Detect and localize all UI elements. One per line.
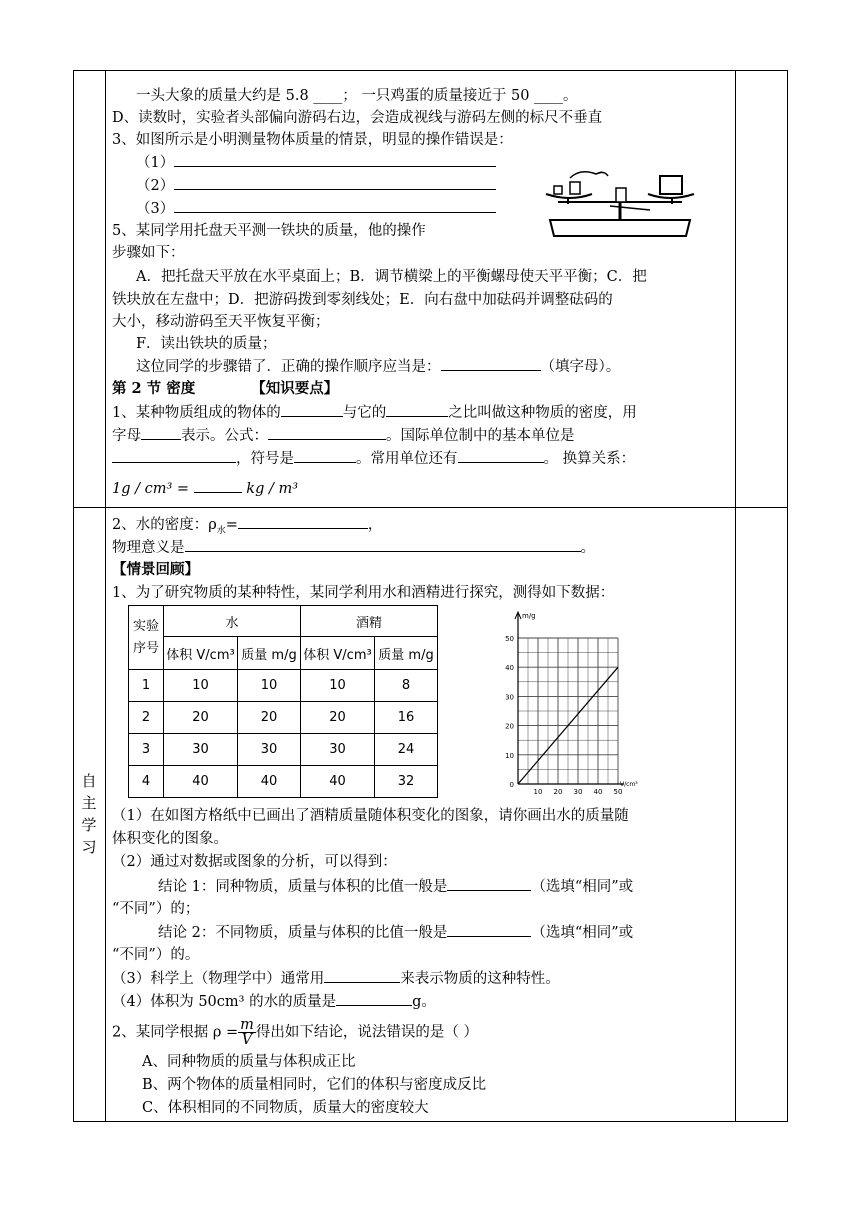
cell: 3 <box>129 734 164 766</box>
option-c: C、体积相同的不同物质，质量大的密度较大 <box>142 1100 429 1116</box>
text-line: “不同”）的。 <box>112 947 200 963</box>
x-axis-label: V/cm³ <box>620 781 638 788</box>
text-line: F．读出铁块的质量； <box>136 336 277 352</box>
text-line: 2、水的密度：$\rho_水=$ ， <box>112 514 382 541</box>
answer-line-order: 这位同学的步骤错了．正确的操作顺序应当是： （填字母）。 <box>136 356 620 377</box>
cell: 40 <box>164 766 238 798</box>
y-tick-label: 30 <box>505 693 514 702</box>
y-axis-label: m/g <box>522 612 536 620</box>
cell: 32 <box>375 766 438 798</box>
answer-line-2: （2） <box>136 175 496 196</box>
cell: 30 <box>238 734 301 766</box>
option-b: B、两个物体的质量相同时，它们的体积与密度成反比 <box>142 1077 487 1093</box>
header-index: 实验序号 <box>129 606 164 670</box>
knowledge-points: 【知识要点】 <box>251 380 339 397</box>
y-tick-label: 0 <box>509 781 514 789</box>
y-tick-label: 40 <box>505 664 514 673</box>
formula-question: 2、某同学根据 ρ = $\frac{m}{V}$ 得出如下结论，说法错误的是（ ） <box>112 1017 478 1048</box>
table-border-right <box>787 70 788 1122</box>
density-fraction: $\frac{m}{V}$ <box>240 1017 254 1048</box>
table-border-left <box>73 70 74 1122</box>
data-table <box>128 605 438 798</box>
table-border-top <box>73 70 788 71</box>
option-a: A、同种物质的质量与体积成正比 <box>142 1054 356 1070</box>
side-char: 自 <box>81 772 97 790</box>
text-line: 步骤如下： <box>112 245 185 261</box>
y-tick-label: 20 <box>505 722 514 731</box>
header-volume: 体积 V/cm³ <box>301 637 375 670</box>
side-char: 学 <box>81 816 97 834</box>
table-row <box>129 702 438 734</box>
x-tick-label: 10 <box>533 788 543 796</box>
side-char: 习 <box>81 838 97 856</box>
cell: 20 <box>238 702 301 734</box>
table-border-col3 <box>735 70 736 1122</box>
header-volume: 体积 V/cm³ <box>164 637 238 670</box>
text-line: 结论 1：同种物质，质量与体积的比值一般是 （选填“相同”或 <box>158 876 633 897</box>
review-heading: 【情景回顾】 <box>112 561 199 578</box>
cell: 2 <box>129 702 164 734</box>
header-mass: 质量 m/g <box>238 637 301 670</box>
text-line: （2）通过对数据或图象的分析，可以得到： <box>112 854 397 870</box>
text-line: 体积变化的图象。 <box>112 831 228 847</box>
text-line: “不同”）的； <box>112 901 200 917</box>
cell: 8 <box>375 670 438 702</box>
section-heading <box>112 379 338 399</box>
cell: 24 <box>375 734 438 766</box>
cell: 20 <box>164 702 238 734</box>
text-line: A．把托盘天平放在水平桌面上；B．调节横梁上的平衡螺母使天平平衡；C．把 <box>136 269 647 285</box>
table-row <box>129 766 438 798</box>
text-line: 字母 表示。公式： 。国际单位制中的基本单位是 <box>112 425 575 446</box>
table-row <box>129 670 438 702</box>
text-line: 大小，移动游码至天平恢复平衡； <box>112 314 330 330</box>
side-char: 主 <box>81 794 97 812</box>
x-tick-label: 50 <box>613 788 623 796</box>
x-tick-label: 20 <box>553 788 563 796</box>
cell: 10 <box>164 670 238 702</box>
text-line: （3）科学上（物理学中）通常用 来表示物质的这种特性。 <box>112 968 560 989</box>
y-tick-label: 50 <box>505 635 514 643</box>
cell: 10 <box>238 670 301 702</box>
answer-line-1: （1） <box>136 152 496 173</box>
conversion-formula: 1g / cm³ = kg / m³ <box>112 478 298 499</box>
header-mass: 质量 m/g <box>375 637 438 670</box>
cell: 4 <box>129 766 164 798</box>
text-line: 一头大象的质量大约是 5.8 ____； 一只鸡蛋的质量接近于 50 ____。 <box>136 88 578 104</box>
table-border-col1 <box>105 70 106 1122</box>
text-line: 物理意义是 。 <box>112 537 595 558</box>
text-line: 1、为了研究物质的某种特性，某同学利用水和酒精进行探究，测得如下数据： <box>112 585 615 601</box>
cell: 40 <box>301 766 375 798</box>
header-alcohol: 酒精 <box>301 606 438 637</box>
y-tick-label: 10 <box>505 751 514 760</box>
mass-volume-chart <box>498 608 638 804</box>
text-line: 3、如图所示是小明测量物体质量的情景，明显的操作错误是： <box>112 132 513 148</box>
text-line: D、读数时，实验者头部偏向游码右边，会造成视线与游码左侧的标尺不垂直 <box>112 110 603 126</box>
text-line: 1、某种物质组成的物体的 与它的 之比叫做这种物质的密度，用 <box>112 402 637 423</box>
cell: 1 <box>129 670 164 702</box>
text-line: 结论 2：不同物质，质量与体积的比值一般是 （选填“相同”或 <box>158 922 633 943</box>
cell: 20 <box>301 702 375 734</box>
balance-scale-image <box>540 160 700 244</box>
side-label <box>73 770 105 858</box>
x-tick-label: 40 <box>593 788 603 796</box>
x-tick-label: 30 <box>573 788 583 796</box>
cell: 30 <box>301 734 375 766</box>
text-line: 5、某同学用托盘天平测一铁块的质量，他的操作 <box>112 223 426 239</box>
section-title: 第 2 节 密度 <box>112 380 196 397</box>
cell: 40 <box>238 766 301 798</box>
text-line: （4）体积为 50cm³ 的水的质量是 g。 <box>112 991 436 1012</box>
header-water: 水 <box>164 606 301 637</box>
text-line: （1）在如图方格纸中已画出了酒精质量随体积变化的图象，请你画出水的质量随 <box>112 808 629 824</box>
cell: 30 <box>164 734 238 766</box>
answer-line-3: （3） <box>136 198 496 219</box>
text-line: 铁块放在左盘中；D．把游码拨到零刻线处；E．向右盘中加砝码并调整砝码的 <box>112 292 613 308</box>
table-border-bottom <box>73 1121 788 1122</box>
table-row-divider <box>73 507 788 508</box>
table-row <box>129 734 438 766</box>
cell: 10 <box>301 670 375 702</box>
cell: 16 <box>375 702 438 734</box>
text-line: ，符号是 。常用单位还有 。 换算关系： <box>112 448 635 469</box>
